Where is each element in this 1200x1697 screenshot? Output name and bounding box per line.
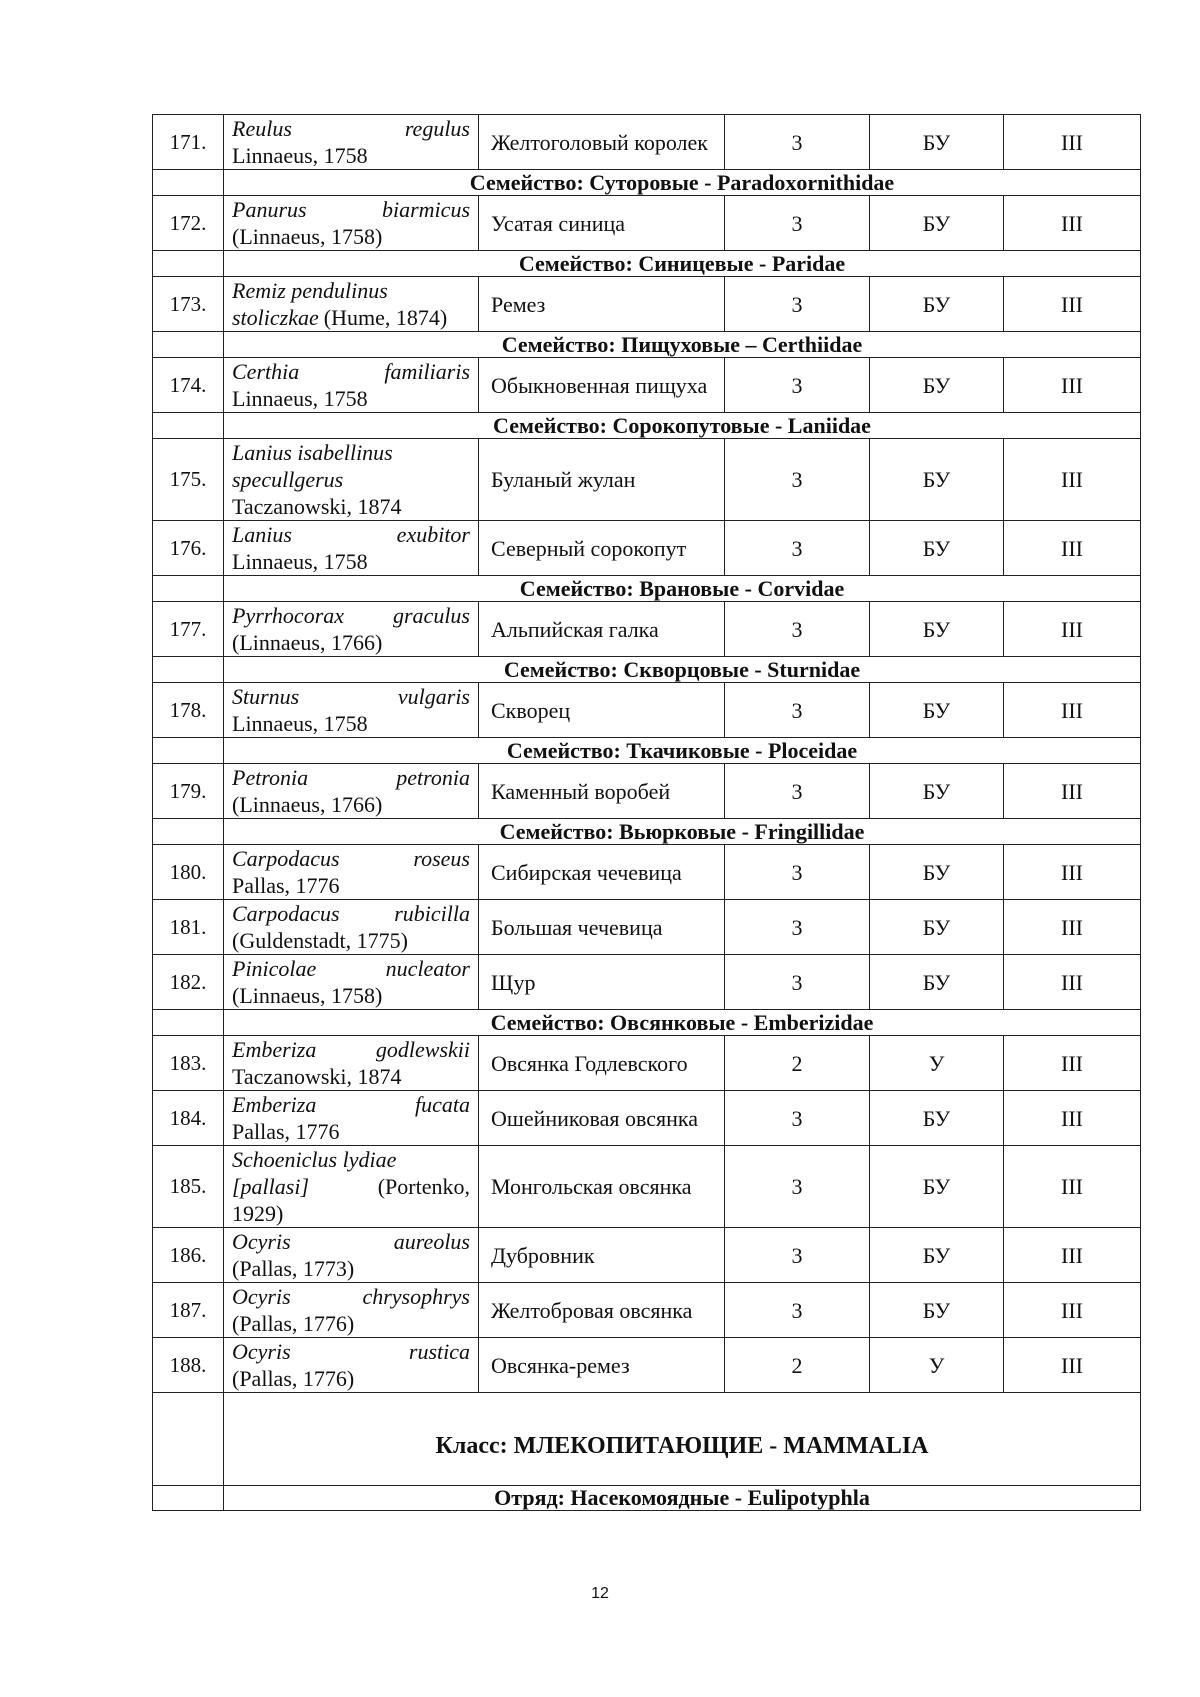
species-name-cell [224, 277, 479, 332]
author: (Hume, 1874) [323, 305, 448, 330]
appendix-value: III [1004, 358, 1141, 413]
order-title: Отряд: Насекомоядные - Eulipotyphla [224, 1486, 1141, 1511]
species-table [152, 114, 1141, 1511]
appendix-value: III [1004, 1036, 1141, 1091]
russian-name: Ремез [479, 277, 725, 332]
species-row [153, 955, 1141, 1010]
species-name-cell [224, 358, 479, 413]
order-row-number-cell [153, 1486, 224, 1511]
category-value: 3 [725, 1146, 870, 1228]
status-value: БУ [870, 521, 1004, 576]
species-row [153, 277, 1141, 332]
author: Linnaeus, 1758 [232, 711, 368, 736]
species-row [153, 439, 1141, 521]
latin-name-line-2 [232, 304, 470, 331]
author: (Linnaeus, 1766) [232, 630, 383, 655]
family-header-row [153, 738, 1141, 764]
species-name-cell [224, 196, 479, 251]
appendix-value: III [1004, 439, 1141, 521]
family-header-row [153, 251, 1141, 277]
author: (Linnaeus, 1766) [232, 792, 383, 817]
russian-name: Ошейниковая овсянка [479, 1091, 725, 1146]
class-title: Класс: МЛЕКОПИТАЮЩИЕ - MAMMALIA [224, 1393, 1141, 1486]
status-value: БУ [870, 602, 1004, 657]
latin-name: Ocyris aureolus [232, 1229, 470, 1254]
status-value: БУ [870, 845, 1004, 900]
species-row [153, 900, 1141, 955]
species-row [153, 1283, 1141, 1338]
status-value: БУ [870, 900, 1004, 955]
family-header: Семейство: Овсянковые - Emberizidae [224, 1010, 1141, 1036]
latin-subspecies: stoliczkae [232, 305, 319, 330]
author: Linnaeus, 1758 [232, 143, 368, 168]
status-value: У [870, 1036, 1004, 1091]
species-name-cell [224, 683, 479, 738]
order-row [153, 1486, 1141, 1511]
species-number: 174. [153, 358, 224, 413]
category-value: 3 [725, 196, 870, 251]
species-name-cell [224, 1283, 479, 1338]
species-number: 172. [153, 196, 224, 251]
species-number: 188. [153, 1338, 224, 1393]
page-number: 12 [591, 1585, 609, 1602]
russian-name: Буланый жулан [479, 439, 725, 521]
species-number: 183. [153, 1036, 224, 1091]
category-value: 3 [725, 955, 870, 1010]
species-name-cell [224, 900, 479, 955]
species-name-cell [224, 115, 479, 170]
category-value: 3 [725, 1228, 870, 1283]
species-name-cell [224, 602, 479, 657]
species-row [153, 521, 1141, 576]
author: (Pallas, 1776) [232, 1311, 355, 1336]
family-row-number-cell [153, 657, 224, 683]
status-value: БУ [870, 955, 1004, 1010]
appendix-value: III [1004, 115, 1141, 170]
appendix-value: III [1004, 277, 1141, 332]
appendix-value: III [1004, 602, 1141, 657]
appendix-value: III [1004, 900, 1141, 955]
author: (Guldenstadt, 1775) [232, 928, 408, 953]
russian-name: Щур [479, 955, 725, 1010]
family-row-number-cell [153, 170, 224, 196]
category-value: 3 [725, 683, 870, 738]
family-header-row [153, 657, 1141, 683]
family-header: Семейство: Синицевые - Paridae [224, 251, 1141, 277]
category-value: 3 [725, 358, 870, 413]
status-value: БУ [870, 196, 1004, 251]
russian-name: Дубровник [479, 1228, 725, 1283]
latin-subspecies: [pallasi] [232, 1174, 310, 1199]
appendix-value: III [1004, 955, 1141, 1010]
author: (Pallas, 1773) [232, 1256, 355, 1281]
latin-name: Emberiza godlewskii [232, 1037, 470, 1062]
latin-name: Lanius exubitor [232, 522, 470, 547]
category-value: 2 [725, 1036, 870, 1091]
status-value: БУ [870, 683, 1004, 738]
status-value: БУ [870, 764, 1004, 819]
author: (Pallas, 1776) [232, 1366, 355, 1391]
species-row [153, 358, 1141, 413]
species-number: 175. [153, 439, 224, 521]
latin-name: Sturnus vulgaris [232, 684, 470, 709]
category-value: 3 [725, 845, 870, 900]
status-value: БУ [870, 1146, 1004, 1228]
family-header: Семейство: Сорокопутовые - Laniidae [224, 413, 1141, 439]
latin-name: Pinicolae nucleator [232, 956, 470, 981]
author: Linnaeus, 1758 [232, 386, 368, 411]
latin-name: Remiz pendulinus [232, 278, 388, 303]
russian-name: Большая чечевица [479, 900, 725, 955]
family-row-number-cell [153, 251, 224, 277]
appendix-value: III [1004, 196, 1141, 251]
species-table-body [153, 115, 1141, 1393]
author-part: (Portenko, [377, 1174, 470, 1199]
family-header-row [153, 576, 1141, 602]
category-value: 3 [725, 521, 870, 576]
status-value: БУ [870, 1228, 1004, 1283]
latin-name: Panurus biarmicus [232, 197, 470, 222]
status-value: БУ [870, 439, 1004, 521]
author: (Linnaeus, 1758) [232, 224, 383, 249]
species-row [153, 602, 1141, 657]
class-row [153, 1393, 1141, 1486]
russian-name: Северный сорокопут [479, 521, 725, 576]
appendix-value: III [1004, 1146, 1141, 1228]
category-value: 3 [725, 900, 870, 955]
species-name-cell [224, 955, 479, 1010]
species-name-cell [224, 764, 479, 819]
species-number: 176. [153, 521, 224, 576]
latin-name: Reulus regulus [232, 116, 470, 141]
species-row [153, 683, 1141, 738]
category-value: 2 [725, 1338, 870, 1393]
family-header-row [153, 332, 1141, 358]
species-row [153, 196, 1141, 251]
russian-name: Усатая синица [479, 196, 725, 251]
appendix-value: III [1004, 1338, 1141, 1393]
family-header: Семейство: Скворцовые - Sturnidae [224, 657, 1141, 683]
appendix-value: III [1004, 1091, 1141, 1146]
species-number: 180. [153, 845, 224, 900]
latin-name-line-2 [232, 466, 470, 493]
appendix-value: III [1004, 845, 1141, 900]
appendix-value: III [1004, 1283, 1141, 1338]
russian-name: Овсянка Годлевского [479, 1036, 725, 1091]
species-number: 185. [153, 1146, 224, 1228]
species-number: 177. [153, 602, 224, 657]
author: Pallas, 1776 [232, 873, 340, 898]
species-number: 184. [153, 1091, 224, 1146]
status-value: БУ [870, 358, 1004, 413]
species-number: 181. [153, 900, 224, 955]
family-header: Семейство: Вьюрковые - Fringillidae [224, 819, 1141, 845]
family-header-row [153, 413, 1141, 439]
species-name-cell [224, 1228, 479, 1283]
family-header-row [153, 170, 1141, 196]
russian-name: Альпийская галка [479, 602, 725, 657]
species-row [153, 1146, 1141, 1228]
species-name-cell [224, 1146, 479, 1228]
latin-name: Lanius isabellinus [232, 440, 393, 465]
status-value: БУ [870, 277, 1004, 332]
latin-name: Carpodacus roseus [232, 846, 470, 871]
species-row [153, 1036, 1141, 1091]
species-name-cell [224, 1338, 479, 1393]
family-header-row [153, 819, 1141, 845]
russian-name: Каменный воробей [479, 764, 725, 819]
family-row-number-cell [153, 819, 224, 845]
species-row [153, 115, 1141, 170]
latin-name-line-2 [232, 1173, 470, 1200]
family-row-number-cell [153, 576, 224, 602]
author: 1929) [232, 1201, 284, 1226]
family-header: Семейство: Пищуховые – Certhiidae [224, 332, 1141, 358]
family-header-row [153, 1010, 1141, 1036]
author: Taczanowski, 1874 [232, 1064, 402, 1089]
species-number: 182. [153, 955, 224, 1010]
class-row-number-cell [153, 1393, 224, 1486]
species-name-cell [224, 521, 479, 576]
category-value: 3 [725, 1283, 870, 1338]
russian-name: Сибирская чечевица [479, 845, 725, 900]
latin-name: Petronia petronia [232, 765, 470, 790]
russian-name: Обыкновенная пищуха [479, 358, 725, 413]
family-row-number-cell [153, 738, 224, 764]
species-number: 187. [153, 1283, 224, 1338]
appendix-value: III [1004, 764, 1141, 819]
species-number: 173. [153, 277, 224, 332]
category-value: 3 [725, 602, 870, 657]
category-value: 3 [725, 277, 870, 332]
latin-name: Ocyris rustica [232, 1339, 470, 1364]
category-value: 3 [725, 115, 870, 170]
status-value: БУ [870, 1283, 1004, 1338]
category-value: 3 [725, 1091, 870, 1146]
family-header: Семейство: Ткачиковые - Ploceidae [224, 738, 1141, 764]
species-row [153, 764, 1141, 819]
family-row-number-cell [153, 1010, 224, 1036]
russian-name: Скворец [479, 683, 725, 738]
appendix-value: III [1004, 521, 1141, 576]
species-row [153, 845, 1141, 900]
family-header: Семейство: Суторовые - Paradoxornithidae [224, 170, 1141, 196]
family-row-number-cell [153, 413, 224, 439]
class-section [153, 1393, 1141, 1511]
category-value: 3 [725, 764, 870, 819]
author: Pallas, 1776 [232, 1119, 340, 1144]
latin-name: Ocyris chrysophrys [232, 1284, 470, 1309]
species-number: 186. [153, 1228, 224, 1283]
status-value: БУ [870, 1091, 1004, 1146]
latin-name: Pyrrhocorax graculus [232, 603, 470, 628]
latin-subspecies: specullgerus [232, 467, 344, 492]
species-number: 179. [153, 764, 224, 819]
species-name-cell [224, 439, 479, 521]
latin-name: Carpodacus rubicilla [232, 901, 470, 926]
species-number: 171. [153, 115, 224, 170]
status-value: У [870, 1338, 1004, 1393]
latin-name: Schoeniclus lydiae [232, 1147, 397, 1172]
author: (Linnaeus, 1758) [232, 983, 383, 1008]
russian-name: Монгольская овсянка [479, 1146, 725, 1228]
species-row [153, 1338, 1141, 1393]
latin-name: Certhia familiaris [232, 359, 470, 384]
family-row-number-cell [153, 332, 224, 358]
author: Linnaeus, 1758 [232, 549, 368, 574]
russian-name: Овсянка-ремез [479, 1338, 725, 1393]
russian-name: Желтобровая овсянка [479, 1283, 725, 1338]
species-name-cell [224, 1036, 479, 1091]
family-header: Семейство: Врановые - Corvidae [224, 576, 1141, 602]
species-row [153, 1091, 1141, 1146]
appendix-value: III [1004, 683, 1141, 738]
appendix-value: III [1004, 1228, 1141, 1283]
latin-name: Emberiza fucata [232, 1092, 470, 1117]
russian-name: Желтоголовый королек [479, 115, 725, 170]
category-value: 3 [725, 439, 870, 521]
species-name-cell [224, 1091, 479, 1146]
species-row [153, 1228, 1141, 1283]
species-name-cell [224, 845, 479, 900]
author: Taczanowski, 1874 [232, 494, 402, 519]
status-value: БУ [870, 115, 1004, 170]
species-number: 178. [153, 683, 224, 738]
